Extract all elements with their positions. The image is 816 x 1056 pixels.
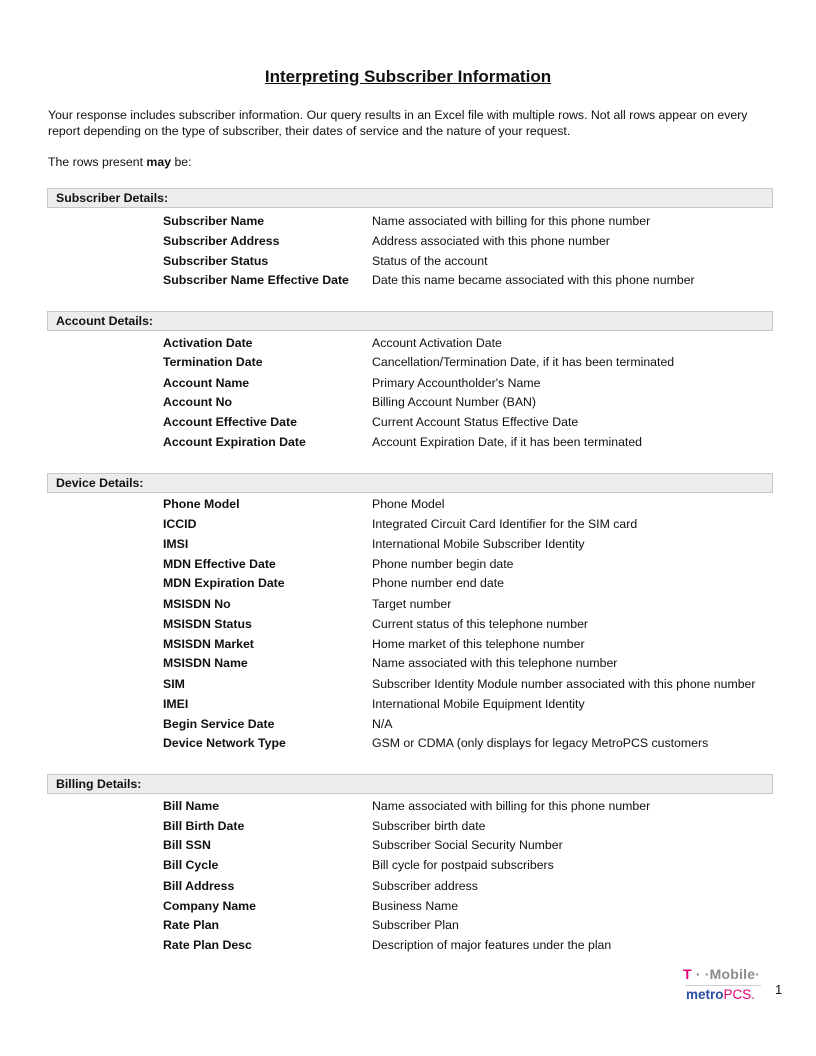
table-row [0, 252, 816, 270]
row-label: SIM [163, 677, 185, 691]
table-row [0, 817, 816, 835]
row-label: IMSI [163, 537, 189, 551]
row-label: MSISDN Market [163, 637, 254, 651]
table-row [0, 635, 816, 653]
tmobile-wordmark: · ·Mobile· [691, 966, 761, 982]
row-label: Device Network Type [163, 736, 286, 750]
table-row [0, 695, 816, 713]
table-row [0, 654, 816, 672]
table-row [0, 393, 816, 411]
table-row [0, 595, 816, 613]
row-description: Cancellation/Termination Date, if it has been terminated [372, 355, 675, 369]
section-header-subscriber: Subscriber Details: [47, 188, 773, 208]
row-label: Account Effective Date [163, 415, 297, 429]
row-description: Name associated with this telephone number [372, 656, 618, 670]
row-label: MSISDN Name [163, 656, 248, 670]
row-label: MSISDN Status [163, 617, 252, 631]
table-row [0, 615, 816, 633]
row-description: Date this name became associated with this phone number [372, 273, 695, 287]
pcs-wordmark: PCS. [723, 987, 756, 1002]
metro-wordmark: metro [686, 987, 724, 1002]
rows-present-emphasis: may [146, 155, 172, 169]
section-header-account: Account Details: [47, 311, 773, 331]
row-description: Business Name [372, 899, 459, 913]
row-description: Target number [372, 597, 452, 611]
table-row [0, 897, 816, 915]
tmobile-metropcs-logo [683, 966, 763, 1006]
row-description: Address associated with this phone number [372, 234, 610, 248]
table-row [0, 433, 816, 451]
row-label: Rate Plan [163, 918, 220, 932]
tmobile-t-glyph: T [683, 966, 692, 982]
row-description: Integrated Circuit Card Identifier for the SIM card [372, 517, 638, 531]
table-row [0, 936, 816, 954]
row-description: Current status of this telephone number [372, 617, 589, 631]
row-label: Account Name [163, 376, 250, 390]
table-row [0, 856, 816, 874]
row-description: Phone Model [372, 497, 445, 511]
row-description: Account Activation Date [372, 336, 502, 350]
row-description: Description of major features under the plan [372, 938, 612, 952]
row-description: Subscriber Plan [372, 918, 459, 932]
row-description: International Mobile Subscriber Identity [372, 537, 585, 551]
row-description: Name associated with billing for this phone number [372, 799, 651, 813]
table-row [0, 413, 816, 431]
row-label: Rate Plan Desc [163, 938, 252, 952]
row-label: Bill Name [163, 799, 220, 813]
row-label: Subscriber Name Effective Date [163, 273, 349, 287]
row-description: GSM or CDMA (only displays for legacy MetroPCS customers [372, 736, 709, 750]
row-description: Phone number begin date [372, 557, 514, 571]
table-row [0, 797, 816, 815]
row-label: Bill Birth Date [163, 819, 245, 833]
rows-present-prefix: The rows present [48, 155, 147, 169]
row-description: Subscriber address [372, 879, 478, 893]
row-label: MDN Expiration Date [163, 576, 285, 590]
row-description: Status of the account [372, 254, 488, 268]
row-description: International Mobile Equipment Identity [372, 697, 585, 711]
logo-divider [685, 985, 761, 986]
row-label: Bill Address [163, 879, 235, 893]
table-row [0, 574, 816, 592]
row-description: Subscriber Social Security Number [372, 838, 563, 852]
table-row [0, 334, 816, 352]
row-description: Current Account Status Effective Date [372, 415, 579, 429]
row-label: Company Name [163, 899, 256, 913]
intro-paragraph: Your response includes subscriber information. Our query results in an Excel file with multiple rows. Not all rows appear on every report depending on the type of subscriber, their dates of service and the nature of your request. [48, 108, 748, 138]
section-header-device: Device Details: [47, 473, 773, 493]
table-row [0, 515, 816, 533]
row-description: Account Expiration Date, if it has been terminated [372, 435, 642, 449]
row-label: IMEI [163, 697, 189, 711]
row-label: Subscriber Name [163, 214, 265, 228]
table-row [0, 353, 816, 371]
section-header-billing: Billing Details: [47, 774, 773, 794]
table-row [0, 836, 816, 854]
table-row [0, 232, 816, 250]
row-description: N/A [372, 717, 393, 731]
row-label: Termination Date [163, 355, 263, 369]
row-description: Subscriber Identity Module number associated with this phone number [372, 677, 756, 691]
row-description: Subscriber birth date [372, 819, 486, 833]
rows-present-line [48, 155, 192, 169]
table-row [0, 555, 816, 573]
table-row [0, 374, 816, 392]
table-row [0, 495, 816, 513]
row-label: Subscriber Status [163, 254, 269, 268]
metropcs-logo [686, 987, 755, 1002]
row-label: MSISDN No [163, 597, 231, 611]
table-row [0, 675, 816, 693]
row-label: MDN Effective Date [163, 557, 276, 571]
tmobile-logo [683, 966, 760, 982]
row-label: Account No [163, 395, 232, 409]
row-label: ICCID [163, 517, 197, 531]
table-row [0, 734, 816, 752]
row-label: Phone Model [163, 497, 240, 511]
table-row [0, 271, 816, 289]
page-number: 1 [775, 982, 783, 997]
row-description: Bill cycle for postpaid subscribers [372, 858, 554, 872]
row-label: Activation Date [163, 336, 253, 350]
row-label: Bill Cycle [163, 858, 219, 872]
table-row [0, 916, 816, 934]
table-row [0, 715, 816, 733]
row-label: Account Expiration Date [163, 435, 306, 449]
row-description: Phone number end date [372, 576, 504, 590]
row-description: Home market of this telephone number [372, 637, 585, 651]
row-description: Primary Accountholder's Name [372, 376, 541, 390]
row-description: Name associated with billing for this phone number [372, 214, 651, 228]
page-title: Interpreting Subscriber Information [264, 67, 552, 86]
table-row [0, 535, 816, 553]
row-label: Subscriber Address [163, 234, 280, 248]
row-description: Billing Account Number (BAN) [372, 395, 537, 409]
row-label: Begin Service Date [163, 717, 275, 731]
rows-present-suffix: be: [171, 155, 192, 169]
row-label: Bill SSN [163, 838, 211, 852]
table-row [0, 212, 816, 230]
table-row [0, 877, 816, 895]
